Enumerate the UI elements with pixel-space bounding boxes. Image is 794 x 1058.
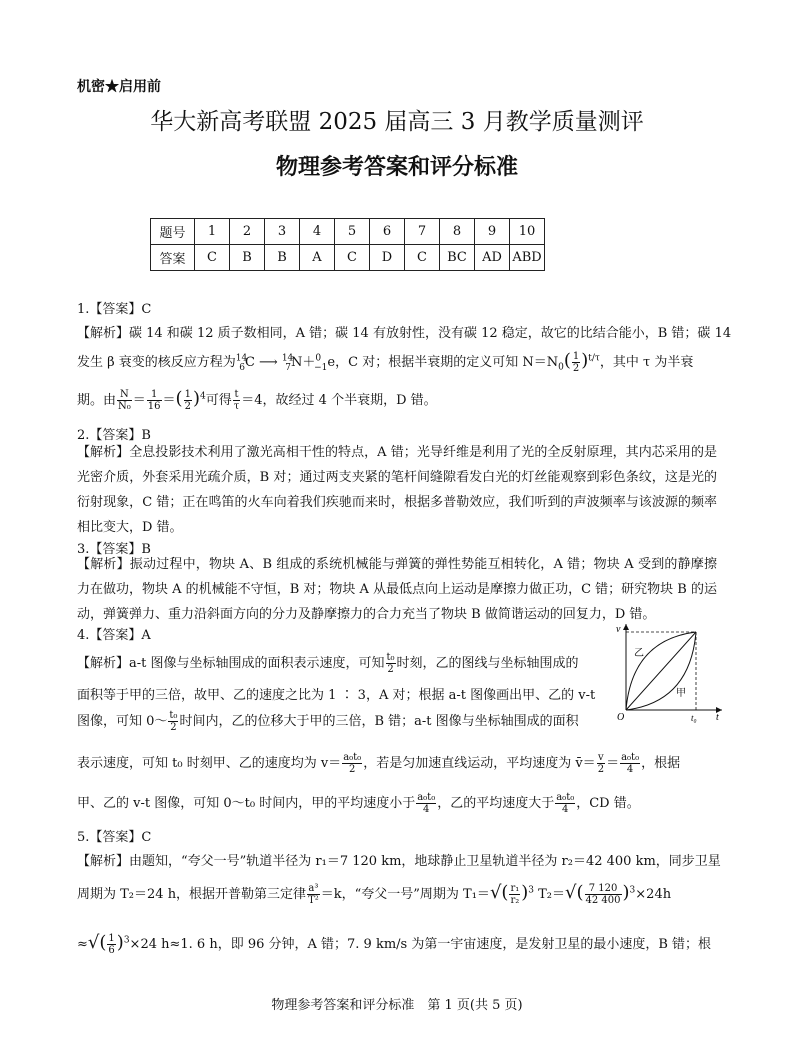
table-cell: ABD bbox=[510, 245, 545, 271]
q4-line3: 图像，可知 0～ $\frac{\text{t₀}}{2}$ 时间内，乙的位移大于甲的三倍，B 错；a-t 图像与坐标轴围成的面积 bbox=[77, 710, 579, 733]
table-cell: 1 bbox=[195, 219, 230, 245]
q5-line1: 【解析】由题知，“夸父一号”轨道半径为 r₁＝7 120 km，地球静止卫星轨道半径为 r₂＝42 400 km，同步卫星 bbox=[77, 854, 721, 869]
table-cell: C bbox=[335, 245, 370, 271]
q5-line3: ≈√( $\frac{1}{6}$ )$^3$×24 h≈1. 6 h，即 96 分钟，A 错；7. 9 km/s 为第一宇宙速度，是发射卫星的最小速度，B 错；根 bbox=[77, 932, 712, 956]
q3-analysis: 【解析】振动过程中，物块 A、B 组成的系统机械能与弹簧的弹性势能互相转化，A 错；物块 A 受到的静摩擦力在做功，物块 A 的机械能不守恒，B 对；物块 A 从最低点向上运动是摩擦力做正功，C 错；研究物块 B 的运动，弹簧弹力、重力沿斜面方向的分力及静摩擦力的合力充当了物块 B 做简谐运动的回复力，D 错。 bbox=[77, 557, 717, 622]
page-footer: 物理参考答案和评分标准 第 1 页(共 5 页) bbox=[271, 998, 523, 1013]
q5-line2: 周期为 T₂＝24 h，根据开普勒第三定律 $\frac{\text{a³}}{\text{T²}}$ ＝k，“夸父一号”周期为 T₁＝√( $\frac{\text{r₁}}{\text{r₂}}$ )$^3$ T₂＝√( $\frac{7 120}{42 400}$ )$^3$×24h bbox=[77, 882, 672, 906]
table-row-answers bbox=[151, 245, 545, 271]
table-cell: 8 bbox=[440, 219, 475, 245]
origin-label: O bbox=[617, 712, 625, 723]
q4-answer: 4.【答案】A bbox=[77, 628, 151, 643]
table-cell: 7 bbox=[405, 219, 440, 245]
row-label: 答案 bbox=[151, 245, 195, 271]
answer-table bbox=[150, 218, 545, 271]
table-cell: 6 bbox=[370, 219, 405, 245]
q4-line5: 甲、乙的 v-t 图像，可知 0～t₀ 时间内，甲的平均速度小于 $\frac{\text{a₀t₀}}{4}$ ，乙的平均速度大于 $\frac{\text{a₀t₀}}{4}$ ，CD 错。 bbox=[77, 792, 640, 815]
page-subtitle: 物理参考答案和评分标准 bbox=[275, 154, 518, 180]
q2-analysis: 【解析】全息投影技术利用了激光高相干性的特点，A 错；光导纤维是利用了光的全反射原理，其内芯采用的是光密介质，外套采用光疏介质，B 对；通过两支夹紧的笔杆间缝隙看发白光的灯丝能观察到彩色条纹，这是光的衍射现象，C 错；正在鸣笛的火车向着我们疾驰而来时，根据多普勒效应，我们听到的声波频率与该波源的频率相比变大，D 错。 bbox=[77, 445, 717, 535]
page-title: 华大新高考联盟 2025 届高三 3 月教学质量测评 bbox=[150, 109, 644, 135]
table-cell: 2 bbox=[230, 219, 265, 245]
confidential-label: 机密★启用前 bbox=[77, 79, 161, 95]
q1-line3: 期。由 $\frac{N}{\text{N₀}}$ ＝ $\frac{1}{16}$ ＝( $\frac{1}{2}$ )$^4$可得 $\frac{t}{\tau}$ ＝4，故经过 4 个半衰期，D 错。 bbox=[77, 388, 437, 412]
table-cell: 4 bbox=[300, 219, 335, 245]
table-cell: C bbox=[195, 245, 230, 271]
q5-answer: 5.【答案】C bbox=[77, 830, 152, 845]
q1-answer: 1.【答案】C bbox=[77, 302, 152, 317]
table-cell: BC bbox=[440, 245, 475, 271]
x-axis-label: t bbox=[716, 712, 719, 723]
table-cell: 3 bbox=[265, 219, 300, 245]
q1-line1: 【解析】碳 14 和碳 12 质子数相同，A 错；碳 14 有放射性，没有碳 12 稳定，故它的比结合能小，B 错；碳 14 bbox=[77, 326, 732, 341]
y-axis-arrow bbox=[623, 624, 629, 630]
q4-line1: 【解析】a-t 图像与坐标轴围成的面积表示速度，可知 $\frac{\text{t₀}}{2}$ 时刻，乙的图线与坐标轴围成的 bbox=[77, 652, 579, 675]
q1-line2: 发生 β 衰变的核反应方程为$^{14}_6$C ⟶ $^{14}_7$N＋$^0_{-1}$e，C 对；根据半衰期的定义可知 $N=N_0$( $\frac{1}{2}$ )$^{t/\tau}$，其中 τ 为半衰 bbox=[77, 350, 694, 374]
table-cell: D bbox=[370, 245, 405, 271]
y-axis-label: v bbox=[616, 624, 621, 635]
curve-jia-label: 甲 bbox=[676, 688, 686, 699]
table-cell: C bbox=[405, 245, 440, 271]
table-cell: 9 bbox=[475, 219, 510, 245]
table-cell: A bbox=[300, 245, 335, 271]
vt-graph bbox=[614, 620, 726, 724]
q4-line2: 面积等于甲的三倍，故甲、乙的速度之比为 1 ∶ 3，A 对；根据 a-t 图像画出甲、乙的 v-t bbox=[77, 688, 596, 703]
q2-answer: 2.【答案】B bbox=[77, 428, 151, 443]
curve-yi-label: 乙 bbox=[634, 648, 644, 659]
table-row-numbers bbox=[151, 219, 545, 245]
t0-label: t₀ bbox=[691, 713, 697, 723]
table-cell: 5 bbox=[335, 219, 370, 245]
q3-answer: 3.【答案】B bbox=[77, 542, 151, 557]
q4-line4: 表示速度，可知 t₀ 时刻甲、乙的速度均为 v＝ $\frac{\text{a₀t₀}}{2}$ ，若是匀加速直线运动，平均速度为 v̄＝ $\frac{v}{2}$ ＝ $\frac{\text{a₀t₀}}{4}$ ，根据 bbox=[77, 752, 681, 775]
table-cell: B bbox=[230, 245, 265, 271]
row-label: 题号 bbox=[151, 219, 195, 245]
table-cell: AD bbox=[475, 245, 510, 271]
table-cell: B bbox=[265, 245, 300, 271]
table-cell: 10 bbox=[510, 219, 545, 245]
